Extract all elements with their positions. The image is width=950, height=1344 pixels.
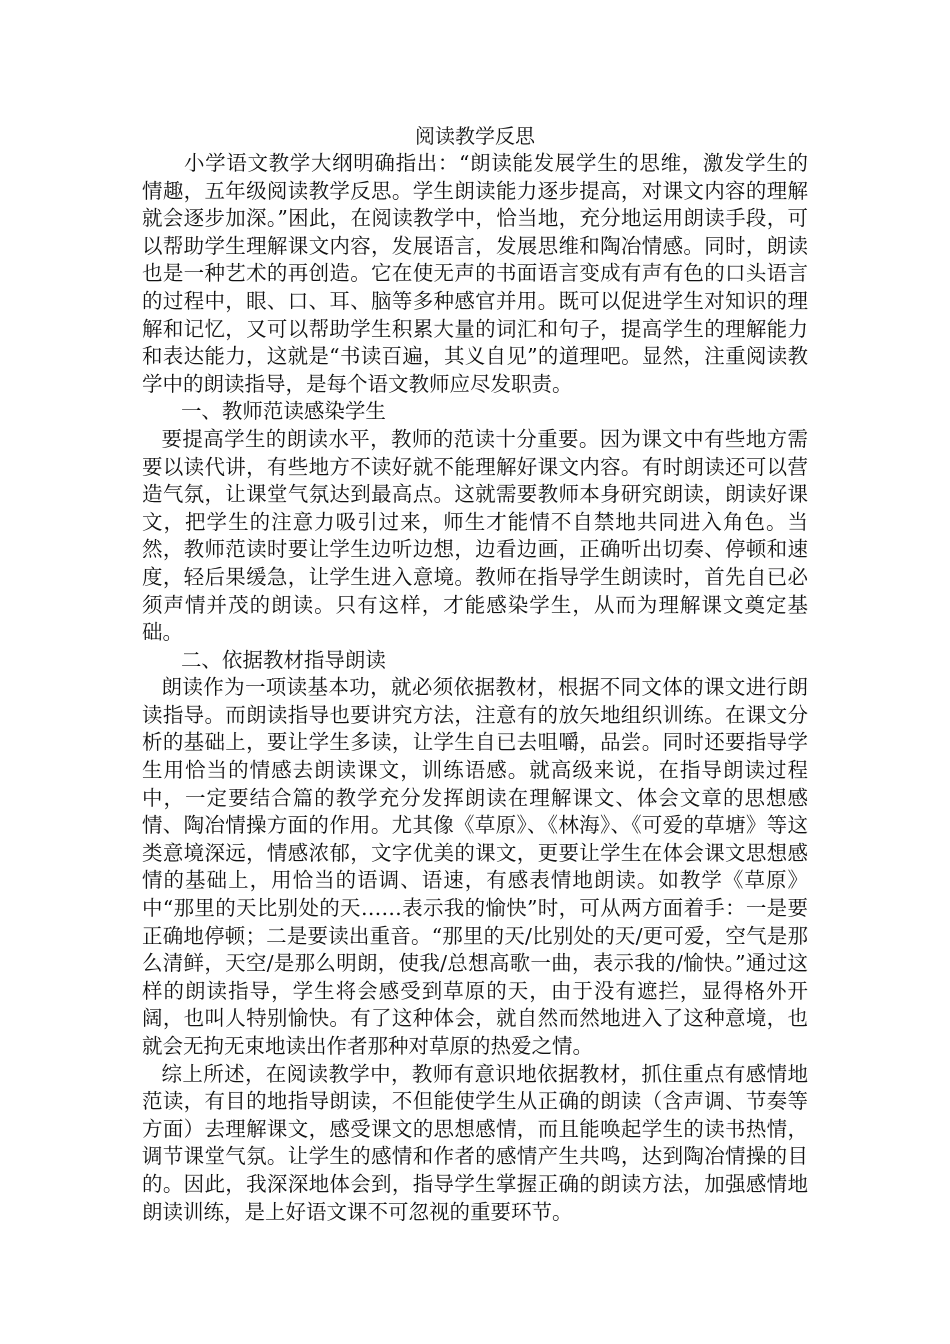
document-title: 阅读教学反思 bbox=[415, 124, 535, 148]
conclusion-paragraph: 综上所述，在阅读教学中，教师有意识地依据教材，抓住重点有感情地范读，有目的地指导朗读，不但能使学生从正确的朗读（含声调、节奏等方面）去理解课文，感受课文的思想感情，而且能唤起学生的读书热情，调节课堂气氛。让学生的感情和作者的感情产生共鸣，达到陶冶情操的目的。因此，我深深地体会到，指导学生掌握正确的朗读方法，加强感情地朗读训练，是上好语文课不可忽视的重要环节。 bbox=[142, 1061, 808, 1224]
intro-paragraph: 小学语文教学大纲明确指出：“朗读能发展学生的思维，激发学生的情趣，五年级阅读教学反思。学生朗读能力逐步提高，对课文内容的理解就会逐步加深。”困此，在阅读教学中，恰当地，充分地运用朗读手段，可以帮助学生理解课文内容，发展语言，发展思维和陶冶情感。同时，朗读也是一种艺术的再创造。它在使无声的书面语言变成有声有色的口头语言的过程中，眼、口、耳、脑等多种感官并用。既可以促进学生对知识的理解和记忆，又可以帮助学生积累大量的词汇和句子，提高学生的理解能力和表达能力，这就是“书读百遍，其义自见”的道理吧。显然，注重阅读教学中的朗读指导，是每个语文教师应尽发职责。 bbox=[142, 151, 808, 396]
section-2-heading: 二、依据教材指导朗读 bbox=[180, 647, 386, 672]
section-2-paragraph: 朗读作为一项读基本功，就必须依据教材，根据不同文体的课文进行朗读指导。而朗读指导也要讲究方法，注意有的放矢地组织训练。在课文分析的基础上，要让学生多读，让学生自已去咀嚼，品尝。同时还要指导学生用恰当的情感去朗读课文，训练语感。就高级来说，在指导朗读过程中，一定要结合篇的教学充分发挥朗读在理解课文、体会文章的思想感情、陶冶情操方面的作用。尤其像《草原》、《林海》、《可爱的草塘》等这类意境深远，情感浓郁，文字优美的课文，更要让学生在体会课文思想感情的基础上，用恰当的语调、语速，有感表情地朗读。如教学《草原》中“那里的天比别处的天……表示我的愉快”时，可从两方面着手：一是要正确地停顿；二是要读出重音。“那里的天/比别处的天/更可爱，空气是那么清鲜，天空/是那么明朗，使我/总想高歌一曲，表示我的/愉快。”通过这样的朗读指导，学生将会感受到草原的天，由于没有遮拦，显得格外开阔，也叫人特别愉快。有了这种体会，就自然而然地进入了这种意境，也就会无拘无束地读出作者那种对草原的热爱之情。 bbox=[142, 675, 808, 1058]
section-1-heading: 一、教师范读感染学生 bbox=[180, 399, 386, 424]
section-1-paragraph: 要提高学生的朗读水平，教师的范读十分重要。因为课文中有些地方需要以读代讲，有些地方不读好就不能理解好课文内容。有时朗读还可以营造气氛，让课堂气氛达到最高点。这就需要教师本身研究朗读，朗读好课文，把学生的注意力吸引过来，师生才能情不自禁地共同进入角色。当然，教师范读时要让学生边听边想，边看边画，正确听出切奏、停顿和速度，轻后果缓急，让学生进入意境。教师在指导学生朗读时，首先自已必须声情并茂的朗读。只有这样，才能感染学生，从而为理解课文奠定基础。 bbox=[142, 426, 808, 645]
